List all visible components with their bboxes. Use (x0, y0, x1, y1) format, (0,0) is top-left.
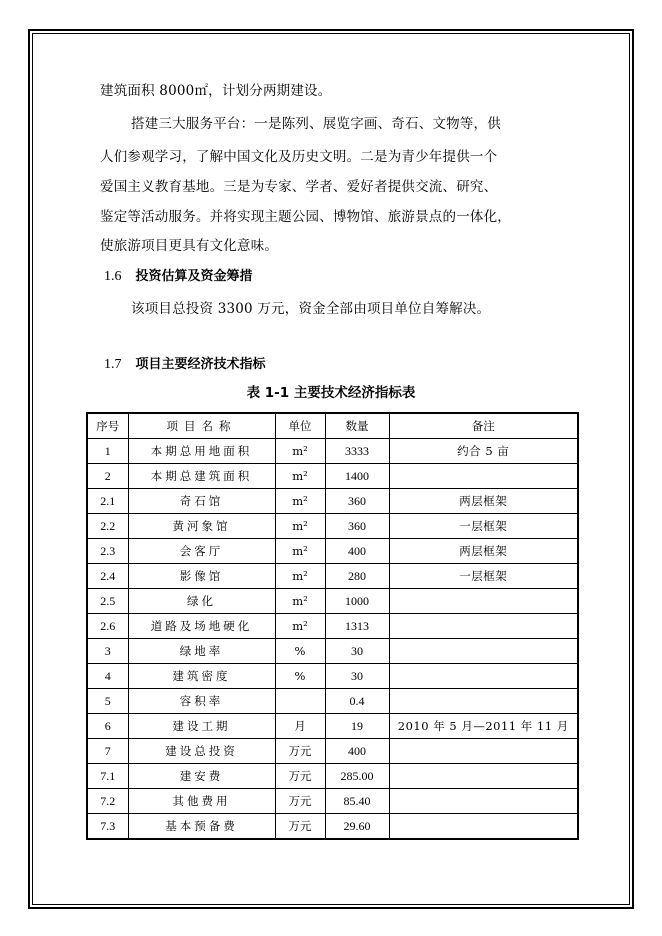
section-body: 该项目总投资 3300 万元，资金全部由项目单位自筹解决。 (131, 301, 491, 317)
table-cell: 400 (325, 739, 389, 764)
table-cell: 一层框架 (389, 564, 578, 589)
table-cell: 1 (87, 439, 128, 464)
table-cell (389, 814, 578, 840)
section-heading-1-7 (104, 353, 266, 373)
header-cell: 数量 (325, 413, 389, 439)
table-cell (389, 764, 578, 789)
table-row (87, 564, 578, 589)
table-cell: 一层框架 (389, 514, 578, 539)
table-cell: 30 (325, 639, 389, 664)
table-cell: 绿化 (128, 589, 275, 614)
table-cell: 奇石馆 (128, 489, 275, 514)
table-row (87, 489, 578, 514)
table-cell: 7.2 (87, 789, 128, 814)
table-cell: 19 (325, 714, 389, 739)
table-cell: 道路及场地硬化 (128, 614, 275, 639)
table-row (87, 814, 578, 840)
table-cell (389, 789, 578, 814)
table-cell: % (275, 639, 325, 664)
table-cell: 建设工期 (128, 714, 275, 739)
paragraph-line: 爱国主义教育基地。三是为专家、学者、爱好者提供交流、研究、 (100, 179, 498, 195)
table-cell: 29.60 (325, 814, 389, 840)
table-cell: 建设总投资 (128, 739, 275, 764)
table-cell: 285.00 (325, 764, 389, 789)
table-cell: 4 (87, 664, 128, 689)
table-header-row (87, 413, 578, 439)
table-cell: 360 (325, 514, 389, 539)
table-cell: 万元 (275, 814, 325, 840)
table-cell: m² (275, 464, 325, 489)
table-cell: % (275, 664, 325, 689)
table-cell: 2.6 (87, 614, 128, 639)
table-caption: 表 1-1 主要技术经济指标表 (246, 385, 416, 401)
table-cell: 2.4 (87, 564, 128, 589)
section-title: 项目主要经济技术指标 (135, 357, 266, 372)
paragraph-line: 搭建三大服务平台：一是陈列、展览字画、奇石、文物等，供 (131, 116, 501, 132)
table-cell: 建筑密度 (128, 664, 275, 689)
paragraph-line: 建筑面积 8000㎡，计划分两期建设。 (100, 83, 332, 99)
header-cell: 序号 (87, 413, 128, 439)
section-title: 投资估算及资金筹措 (135, 269, 253, 284)
table-cell: m² (275, 564, 325, 589)
table-row (87, 539, 578, 564)
table-cell: 1400 (325, 464, 389, 489)
table-cell: 280 (325, 564, 389, 589)
table-row (87, 589, 578, 614)
table-cell: 5 (87, 689, 128, 714)
table-cell: m² (275, 614, 325, 639)
table-cell: 两层框架 (389, 489, 578, 514)
table-cell: 基本预备费 (128, 814, 275, 840)
table-cell: 本期总建筑面积 (128, 464, 275, 489)
table-cell (389, 639, 578, 664)
table-cell: 2.3 (87, 539, 128, 564)
table-row (87, 764, 578, 789)
table-cell: 2 (87, 464, 128, 489)
table-cell: 会客厅 (128, 539, 275, 564)
table-cell: 3333 (325, 439, 389, 464)
table-cell: 3 (87, 639, 128, 664)
section-number: 1.7 (104, 357, 122, 372)
table-row (87, 464, 578, 489)
table-cell: 建安费 (128, 764, 275, 789)
table-cell: 影像馆 (128, 564, 275, 589)
table-cell: 万元 (275, 739, 325, 764)
table-cell: 30 (325, 664, 389, 689)
table-row (87, 789, 578, 814)
table-cell (389, 614, 578, 639)
paragraph-line: 鉴定等活动服务。并将实现主题公园、博物馆、旅游景点的一体化， (100, 209, 511, 225)
table-cell: 容积率 (128, 689, 275, 714)
table-row (87, 689, 578, 714)
table-cell: 7.1 (87, 764, 128, 789)
table-row (87, 639, 578, 664)
table-cell: 1313 (325, 614, 389, 639)
table-cell: m² (275, 439, 325, 464)
paragraph-line: 使旅游项目更具有文化意味。 (100, 238, 279, 254)
table-cell: 万元 (275, 789, 325, 814)
table-cell: 2.2 (87, 514, 128, 539)
table-row (87, 739, 578, 764)
table-cell: 85.40 (325, 789, 389, 814)
table-cell: m² (275, 489, 325, 514)
table-cell: 7 (87, 739, 128, 764)
table-cell: 7.3 (87, 814, 128, 840)
table-cell: 2.1 (87, 489, 128, 514)
table-row (87, 514, 578, 539)
table-cell: 万元 (275, 764, 325, 789)
table-cell: 2010 年 5 月—2011 年 11 月 (389, 714, 578, 739)
header-cell: 备注 (389, 413, 578, 439)
table-cell: 0.4 (325, 689, 389, 714)
table-cell: 绿地率 (128, 639, 275, 664)
table-cell: 两层框架 (389, 539, 578, 564)
table-row (87, 614, 578, 639)
table-cell (389, 739, 578, 764)
table-row (87, 439, 578, 464)
table-cell (389, 589, 578, 614)
section-heading-1-6 (104, 265, 253, 285)
table-cell: m² (275, 514, 325, 539)
table-cell: m² (275, 539, 325, 564)
table-cell: 2.5 (87, 589, 128, 614)
table-cell: 6 (87, 714, 128, 739)
table-cell: 黄河象馆 (128, 514, 275, 539)
indicator-table (86, 412, 579, 840)
table-cell: 400 (325, 539, 389, 564)
table-cell (389, 689, 578, 714)
section-number: 1.6 (104, 269, 122, 284)
paragraph-line: 人们参观学习，了解中国文化及历史文明。二是为青少年提供一个 (100, 149, 498, 165)
table-row (87, 714, 578, 739)
table-cell (389, 664, 578, 689)
table-cell: 本期总用地面积 (128, 439, 275, 464)
table-cell: 1000 (325, 589, 389, 614)
table-cell: 360 (325, 489, 389, 514)
table-row (87, 664, 578, 689)
table-cell: 其他费用 (128, 789, 275, 814)
table-cell: m² (275, 589, 325, 614)
table-cell: 月 (275, 714, 325, 739)
table-cell (389, 464, 578, 489)
header-cell: 单位 (275, 413, 325, 439)
table-cell (275, 689, 325, 714)
table-cell: 约合 5 亩 (389, 439, 578, 464)
header-cell: 项目名称 (128, 413, 275, 439)
